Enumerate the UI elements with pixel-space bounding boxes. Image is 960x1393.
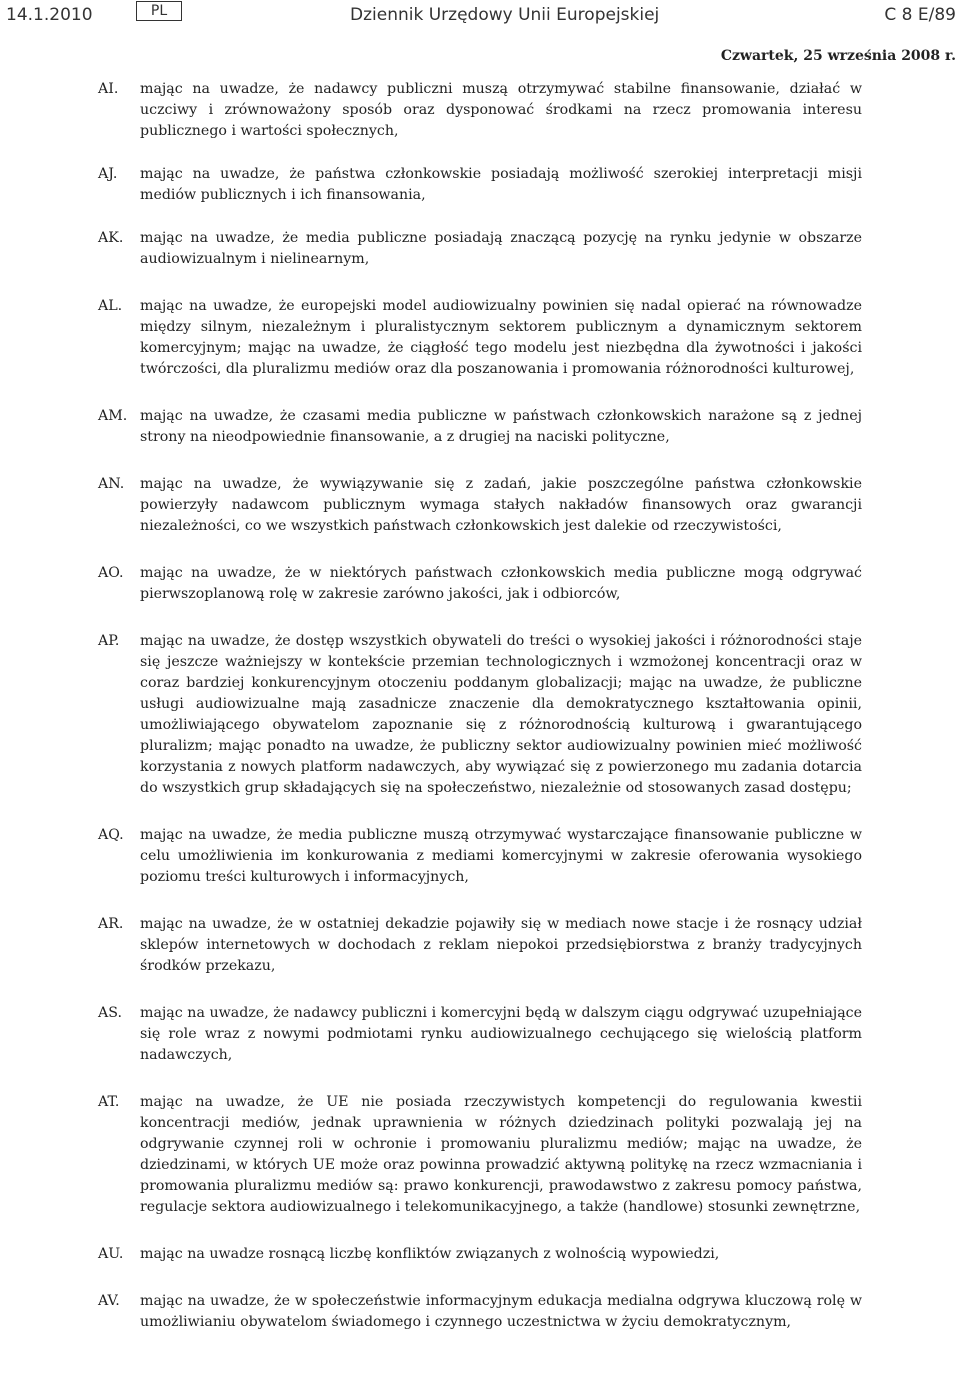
recital-item (0, 79, 960, 142)
page-header (0, 0, 960, 30)
recital-label: AT. (98, 1094, 120, 1110)
recital-text: mając na uwadze, że w niektórych państwach członkowskich media publiczne mogą odgrywać pierwszoplanową rolę w zakresie zarówno jakości, jak i odbiorców, (140, 565, 862, 602)
recital-label: AJ. (98, 166, 118, 182)
recital-label: AQ. (98, 827, 124, 843)
recital-label: AS. (98, 1005, 122, 1021)
recital-label: AR. (98, 916, 124, 932)
recital-text: mając na uwadze, że UE nie posiada rzeczywistych kompetencji do regulowania kwestii koncentracji mediów, jednak uprawnienia w różnych dziedzinach polityki pozwalają jej na odgrywanie czynnej roli w ochronie i promowaniu pluralizmu mediów; mając na uwadze, że dziedzinami, w których UE może oraz powinna prowadzić aktywną politykę na rzecz wzmacniania i promowania pluralizmu mediów są: prawo konkurencji, prawodawstwo z zakresu pomocy państwa, regulacje sektora audiowizualnego i telekomunikacyjnego, a także (handlowe) stosunki zewnętrzne, (140, 1094, 862, 1215)
journal-title: Dziennik Urzędowy Unii Europejskiej (350, 5, 660, 25)
recital-text: mając na uwadze, że dostęp wszystkich obywateli do treści o wysokiej jakości i różnorodności staje się jeszcze ważniejszy w kontekście przemian technologicznych i wzmożonej koncentracji oraz w coraz bardziej konkurencyjnym otoczeniu poddanym globalizacji; mając na uwadze, że publiczne usługi audiowizualne mają zasadnicze znaczenie dla demokratycznego kształtowania opinii, umożliwiającego obywatelom zapoznanie się z różnorodnością kulturową i gwarantującego pluralizm; mając ponadto na uwadze, że publiczny sektor audiowizualny powinien mieć możliwość korzystania z nowych platform nadawczych, aby wywiązać się z powierzonego mu zadania dotarcia do wszystkich grup składających się na społeczeństwo, niezależnie od stosowanych zasad dostępu; (140, 633, 862, 796)
recital-text: mając na uwadze, że media publiczne posiadają znaczącą pozycję na rynku jedynie w obszarze audiowizualnym i nielinearnym, (140, 230, 862, 267)
recital-item (0, 474, 960, 537)
recital-text: mając na uwadze, że czasami media publiczne w państwach członkowskich narażone są z jednej strony na nieodpowiednie finansowanie, a z drugiej na naciski polityczne, (140, 408, 862, 445)
recital-text: mając na uwadze, że w ostatniej dekadzie pojawiły się w mediach nowe stacje i że rosnący udział sklepów internetowych w dochodach z reklam niepokoi przedsiębiorstwa z branży tradycyjnych środków przekazu, (140, 916, 862, 974)
recital-item (0, 164, 960, 206)
recital-item (0, 228, 960, 270)
recital-label: AV. (98, 1293, 120, 1309)
recital-label: AO. (98, 565, 124, 581)
recital-item (0, 914, 960, 977)
recital-text: mając na uwadze, że państwa członkowskie posiadają możliwość szerokiej interpretacji misji mediów publicznych i ich finansowania, (140, 166, 862, 203)
recital-item (0, 563, 960, 605)
language-box: PL (136, 1, 182, 21)
recital-label: AP. (98, 633, 120, 649)
recital-item (0, 825, 960, 888)
recital-item (0, 1092, 960, 1218)
recital-item (0, 296, 960, 380)
recital-item (0, 1244, 960, 1265)
recital-label: AI. (98, 81, 119, 97)
recital-label: AM. (98, 408, 128, 424)
recital-item (0, 406, 960, 448)
recital-item (0, 1291, 960, 1333)
recital-label: AN. (98, 476, 125, 492)
header-date: 14.1.2010 (6, 5, 93, 25)
recital-item (0, 1003, 960, 1066)
recital-text: mając na uwadze, że media publiczne muszą otrzymywać wystarczające finansowanie publiczne w celu umożliwienia im konkurowania z mediami komercyjnymi w zakresie oferowania wysokiego poziomu treści kulturowych i informacyjnych, (140, 827, 862, 885)
recital-label: AL. (98, 298, 123, 314)
recital-text: mając na uwadze, że wywiązywanie się z zadań, jakie poszczególne państwa członkowskie powierzyły nadawcom publicznym wymaga stałych nakładów finansowych oraz gwarancji niezależności, co we wszystkich państwach członkowskich jest dalekie od rzeczywistości, (140, 476, 862, 534)
recital-text: mając na uwadze, że nadawcy publiczni i komercyjni będą w dalszym ciągu odgrywać uzupełniające się role wraz z nowymi podmiotami rynku audiowizualnego cechującego się wielością platform nadawczych, (140, 1005, 862, 1063)
recital-text: mając na uwadze rosnącą liczbę konfliktów związanych z wolnością wypowiedzi, (140, 1246, 720, 1262)
journal-reference: C 8 E/89 (884, 5, 956, 25)
recitals-list (0, 79, 960, 1359)
recital-label: AK. (98, 230, 124, 246)
recital-item (0, 631, 960, 799)
sitting-date: Czwartek, 25 września 2008 r. (720, 48, 956, 64)
recital-text: mając na uwadze, że europejski model audiowizualny powinien się nadal opierać na równowadze między silnym, niezależnym i pluralistycznym sektorem publicznym a dynamicznym sektorem komercyjnym; mając na uwadze, że ciągłość tego modelu jest niezbędna dla żywotności i jakości twórczości, dla pluralizmu mediów oraz dla poszanowania i promowania różnorodności kulturowej, (140, 298, 862, 377)
recital-text: mając na uwadze, że nadawcy publiczni muszą otrzymywać stabilne finansowanie, działać w uczciwy i zrównoważony sposób oraz dysponować środkami na rzecz promowania interesu publicznego i wartości społecznych, (140, 81, 862, 139)
recital-text: mając na uwadze, że w społeczeństwie informacyjnym edukacja medialna odgrywa kluczową rolę w umożliwianiu obywatelom świadomego i czynnego uczestnictwa w życiu demokratycznym, (140, 1293, 862, 1330)
recital-label: AU. (98, 1246, 124, 1262)
